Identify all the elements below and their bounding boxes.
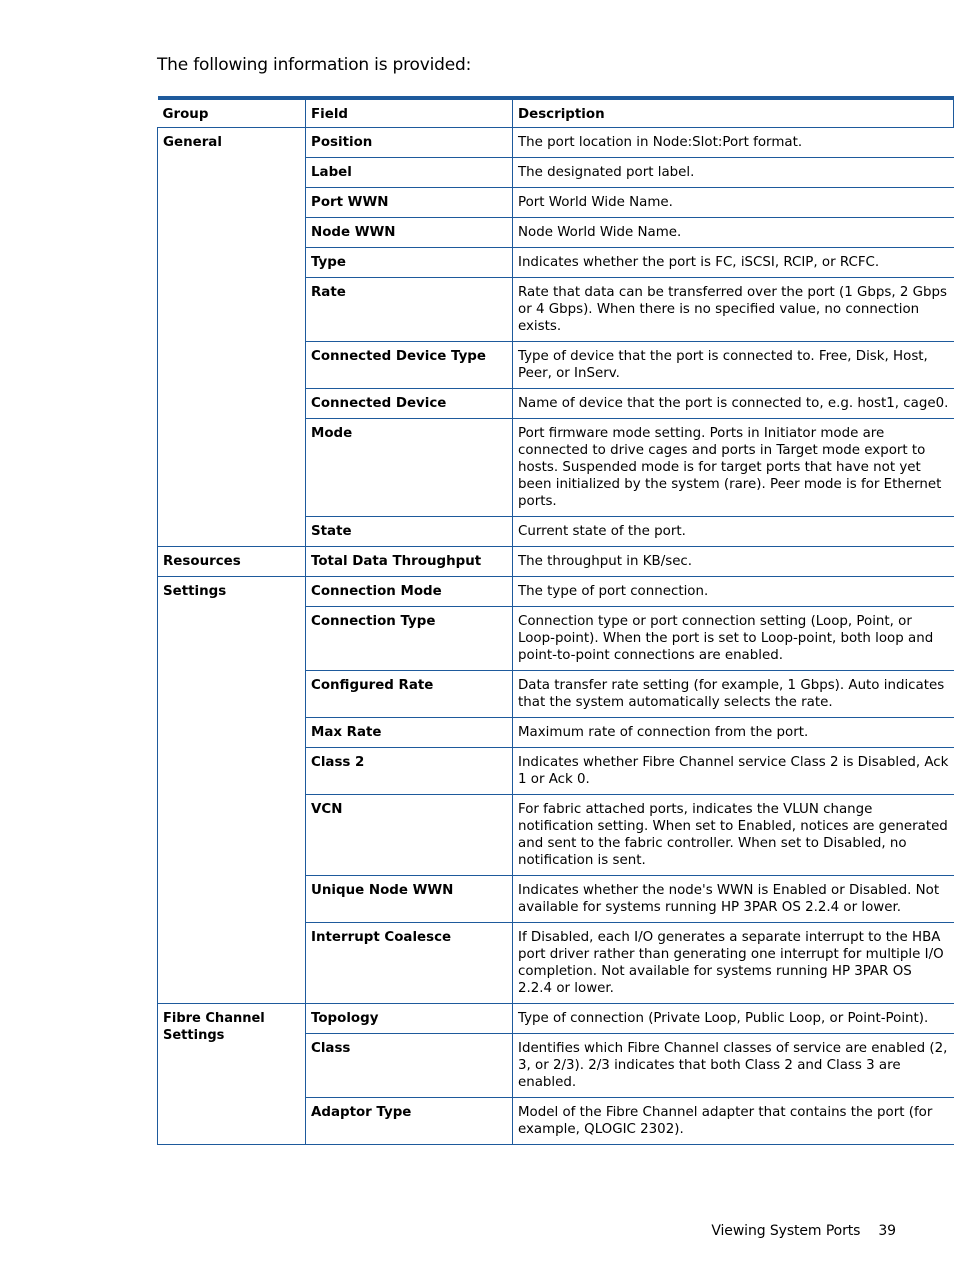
field-cell: Interrupt Coalesce [306, 923, 513, 1004]
description-cell: Name of device that the port is connected to, e.g. host1, cage0. [513, 389, 954, 419]
table-row [158, 1004, 954, 1034]
field-cell: Type [306, 248, 513, 278]
description-cell: The throughput in KB/sec. [513, 547, 954, 577]
description-cell: Rate that data can be transferred over the port (1 Gbps, 2 Gbps or 4 Gbps). When there is no specified value, no connection exists. [513, 278, 954, 342]
field-cell: Total Data Throughput [306, 547, 513, 577]
description-cell: The type of port connection. [513, 577, 954, 607]
field-cell: Adaptor Type [306, 1098, 513, 1145]
field-cell: Position [306, 128, 513, 158]
field-cell: Port WWN [306, 188, 513, 218]
description-cell: If Disabled, each I/O generates a separate interrupt to the HBA port driver rather than generating one interrupt for multiple I/O completion. Not available for systems running HP 3PAR OS 2.2.4 or lower. [513, 923, 954, 1004]
description-cell: Indicates whether the node's WWN is Enabled or Disabled. Not available for systems running HP 3PAR OS 2.2.4 or lower. [513, 876, 954, 923]
description-cell: Type of connection (Private Loop, Public Loop, or Point-Point). [513, 1004, 954, 1034]
group-cell: Settings [158, 577, 306, 1004]
field-cell: Configured Rate [306, 671, 513, 718]
intro-text: The following information is provided: [157, 55, 472, 75]
group-cell: General [158, 128, 306, 547]
table-header [158, 98, 954, 128]
header-row [158, 98, 954, 128]
field-cell: Mode [306, 419, 513, 517]
description-cell: Indicates whether Fibre Channel service Class 2 is Disabled, Ack 1 or Ack 0. [513, 748, 954, 795]
description-column-header: Description [513, 98, 954, 128]
page-footer [711, 1223, 896, 1239]
field-cell: Rate [306, 278, 513, 342]
description-cell: The port location in Node:Slot:Port format. [513, 128, 954, 158]
description-cell: Model of the Fibre Channel adapter that contains the port (for example, QLOGIC 2302). [513, 1098, 954, 1145]
description-cell: For fabric attached ports, indicates the VLUN change notification setting. When set to Enabled, notices are generated and sent to the fabric controller. When set to Disabled, no notification is sent. [513, 795, 954, 876]
footer-section-title: Viewing System Ports [711, 1223, 861, 1239]
field-cell: Connected Device [306, 389, 513, 419]
field-cell: Topology [306, 1004, 513, 1034]
field-cell: Node WWN [306, 218, 513, 248]
field-cell: Class 2 [306, 748, 513, 795]
description-cell: Connection type or port connection setting (Loop, Point, or Loop-point). When the port is set to Loop-point, both loop and point-to-point connections are enabled. [513, 607, 954, 671]
field-cell: Connection Mode [306, 577, 513, 607]
description-cell: Port World Wide Name. [513, 188, 954, 218]
field-cell: Connected Device Type [306, 342, 513, 389]
field-cell: VCN [306, 795, 513, 876]
description-cell: Type of device that the port is connected to. Free, Disk, Host, Peer, or InServ. [513, 342, 954, 389]
table-row [158, 547, 954, 577]
field-cell: Max Rate [306, 718, 513, 748]
group-column-header: Group [158, 98, 306, 128]
table-row [158, 577, 954, 607]
page-number: 39 [878, 1223, 896, 1239]
description-cell: The designated port label. [513, 158, 954, 188]
port-info-table [157, 96, 954, 1145]
description-cell: Data transfer rate setting (for example, 1 Gbps). Auto indicates that the system automatically selects the rate. [513, 671, 954, 718]
field-column-header: Field [306, 98, 513, 128]
field-cell: State [306, 517, 513, 547]
table-body [158, 128, 954, 1145]
field-cell: Class [306, 1034, 513, 1098]
table-row [158, 128, 954, 158]
description-cell: Node World Wide Name. [513, 218, 954, 248]
group-cell: Resources [158, 547, 306, 577]
description-cell: Maximum rate of connection from the port. [513, 718, 954, 748]
description-cell: Indicates whether the port is FC, iSCSI, RCIP, or RCFC. [513, 248, 954, 278]
field-cell: Unique Node WWN [306, 876, 513, 923]
field-cell: Label [306, 158, 513, 188]
description-cell: Identifies which Fibre Channel classes of service are enabled (2, 3, or 2/3). 2/3 indicates that both Class 2 and Class 3 are enabled. [513, 1034, 954, 1098]
description-cell: Current state of the port. [513, 517, 954, 547]
description-cell: Port firmware mode setting. Ports in Initiator mode are connected to drive cages and ports in Target mode export to hosts. Suspended mode is for target ports that have not yet been initialized by the system (rare). Peer mode is for Ethernet ports. [513, 419, 954, 517]
group-cell: Fibre Channel Settings [158, 1004, 306, 1145]
field-cell: Connection Type [306, 607, 513, 671]
